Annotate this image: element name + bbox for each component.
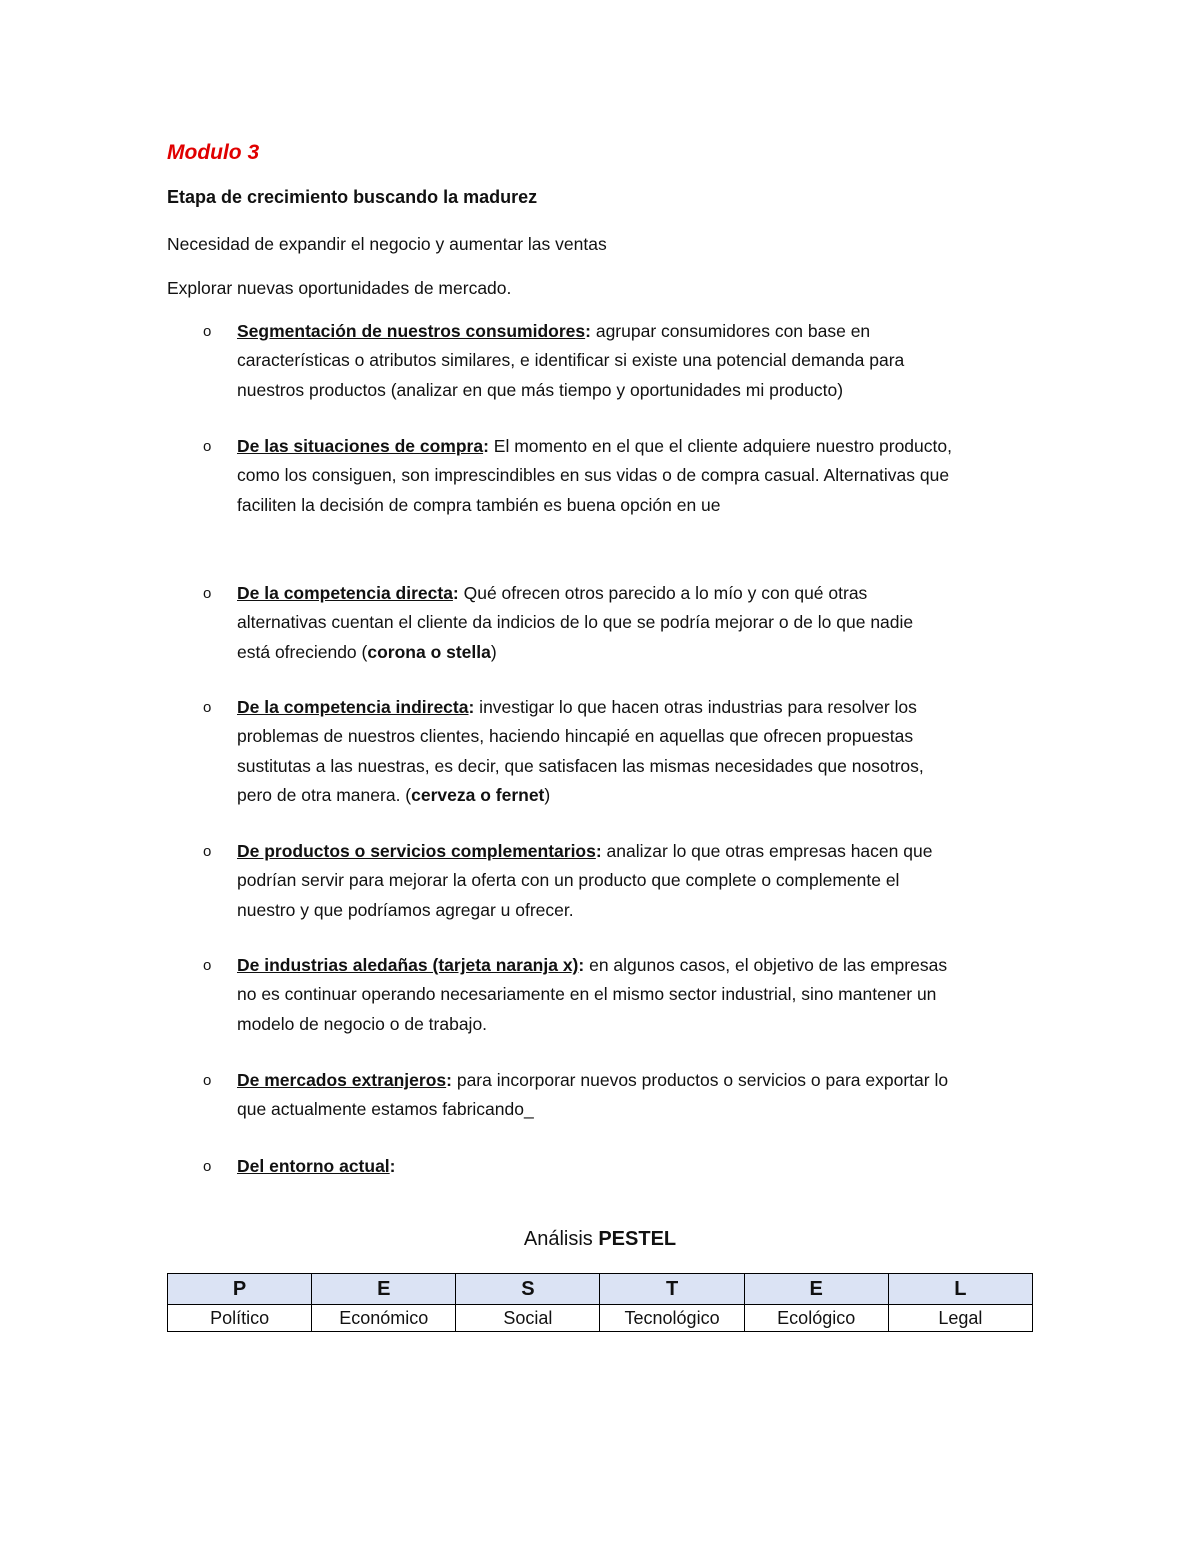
item-colon: :: [468, 697, 475, 717]
bullet-marker: o: [203, 957, 212, 974]
item-title: De la competencia directa: [237, 583, 453, 603]
item-colon: :: [585, 321, 591, 341]
item-title: De la competencia indirecta: [237, 697, 469, 717]
item-colon: :: [578, 955, 585, 975]
pestel-word-cell: Tecnológico: [600, 1305, 744, 1332]
item-title: De las situaciones de compra: [237, 436, 484, 456]
bullet-marker: o: [203, 1072, 212, 1089]
list-item-mercados-extranjeros: [203, 1066, 1033, 1125]
list-item-situaciones: [203, 432, 1033, 520]
item-text: para incorporar nuevos productos o servicios o para exportar lo que actualmente estamos fabricando_: [237, 1070, 949, 1120]
pestel-letter-cell: L: [888, 1274, 1032, 1305]
list-item-entorno-actual: [203, 1152, 1033, 1181]
pestel-title: [0, 1228, 1200, 1251]
pestel-letter-cell: E: [312, 1274, 456, 1305]
item-title: De industrias aledañas (tarjeta naranja x): [237, 955, 579, 975]
bullet-marker: o: [203, 699, 212, 716]
pestel-letter-cell: P: [168, 1274, 312, 1305]
item-text: Qué ofrecen otros parecido a lo mío y con qué otras alternativas cuentan el cliente da indicios de lo que se podría mejorar o de lo que nadie está ofreciendo (: [237, 583, 914, 662]
item-title: De productos o servicios complementarios: [237, 841, 596, 861]
pestel-letter-cell: T: [600, 1274, 744, 1305]
item-text-end: ): [544, 784, 551, 805]
list-item-complementarios: [203, 837, 1033, 925]
item-title: De mercados extranjeros: [237, 1070, 447, 1090]
stage-subtitle: Etapa de crecimiento buscando la madurez: [167, 187, 538, 207]
item-bold-text: corona o stella: [367, 641, 491, 662]
pestel-word-cell: Legal: [888, 1305, 1032, 1332]
pestel-title-prefix: Análisis: [523, 1228, 599, 1250]
item-colon: :: [483, 436, 489, 456]
bullet-marker: o: [203, 585, 212, 602]
list-item-competencia-indirecta: [203, 693, 1033, 810]
paragraph-1: Necesidad de expandir el negocio y aumentar las ventas: [167, 234, 607, 254]
pestel-word-cell: Social: [456, 1305, 600, 1332]
item-title: Del entorno actual: [237, 1156, 390, 1176]
list-item-competencia-directa: [203, 579, 1033, 667]
pestel-word-cell: Político: [168, 1305, 312, 1332]
bullet-marker: o: [203, 323, 212, 340]
item-bold-text: cerveza o fernet: [411, 784, 545, 805]
item-colon: :: [446, 1070, 452, 1090]
item-text: en algunos casos, el objetivo de las empresas no es continuar operando necesariamente en el mismo sector industrial, sino mantener un modelo de negocio o de trabajo.: [237, 955, 948, 1034]
item-colon: :: [389, 1156, 396, 1176]
bullet-marker: o: [203, 843, 212, 860]
pestel-word-cell: Económico: [312, 1305, 456, 1332]
item-text: analizar lo que otras empresas hacen que podrían servir para mejorar la oferta con un producto que complete o complemente el nuestro y que podríamos agregar u ofrecer.: [237, 841, 933, 920]
item-text: agrupar consumidores con base en características o atributos similares, e identificar si existe una potencial demanda para nuestros productos (analizar en que más tiempo y oportunidades mi producto): [237, 321, 905, 400]
item-colon: :: [595, 841, 602, 861]
pestel-letter-cell: E: [744, 1274, 888, 1305]
list-item-segmentacion: [203, 317, 1033, 405]
item-text: investigar lo que hacen otras industrias para resolver los problemas de nuestros clientes, haciendo hincapié en aquellas que ofrecen propuestas sustitutas a las nuestras, es decir, que satisfacen las mismas necesidades que nosotros, pero de otra manera. (: [237, 697, 924, 805]
pestel-words-row: [168, 1305, 1033, 1332]
paragraph-2: Explorar nuevas oportunidades de mercado.: [167, 278, 512, 298]
module-title: Modulo 3: [167, 141, 260, 164]
pestel-title-bold: PESTEL: [598, 1228, 677, 1250]
pestel-table: [167, 1273, 1033, 1332]
pestel-letter-cell: S: [456, 1274, 600, 1305]
item-title: Segmentación de nuestros consumidores: [237, 321, 586, 341]
item-text: El momento en el que el cliente adquiere nuestro producto, como los consiguen, son imprescindibles en sus vidas o de compra casual. Alternativas que faciliten la decisión de compra también es buena opción en ue: [237, 436, 952, 515]
item-colon: :: [452, 583, 459, 603]
pestel-word-cell: Ecológico: [744, 1305, 888, 1332]
item-text-end: ): [490, 641, 497, 662]
list-item-industrias-aledanas: [203, 951, 1033, 1039]
pestel-letters-row: [168, 1274, 1033, 1305]
bullet-marker: o: [203, 438, 212, 455]
bullet-marker: o: [203, 1158, 212, 1175]
